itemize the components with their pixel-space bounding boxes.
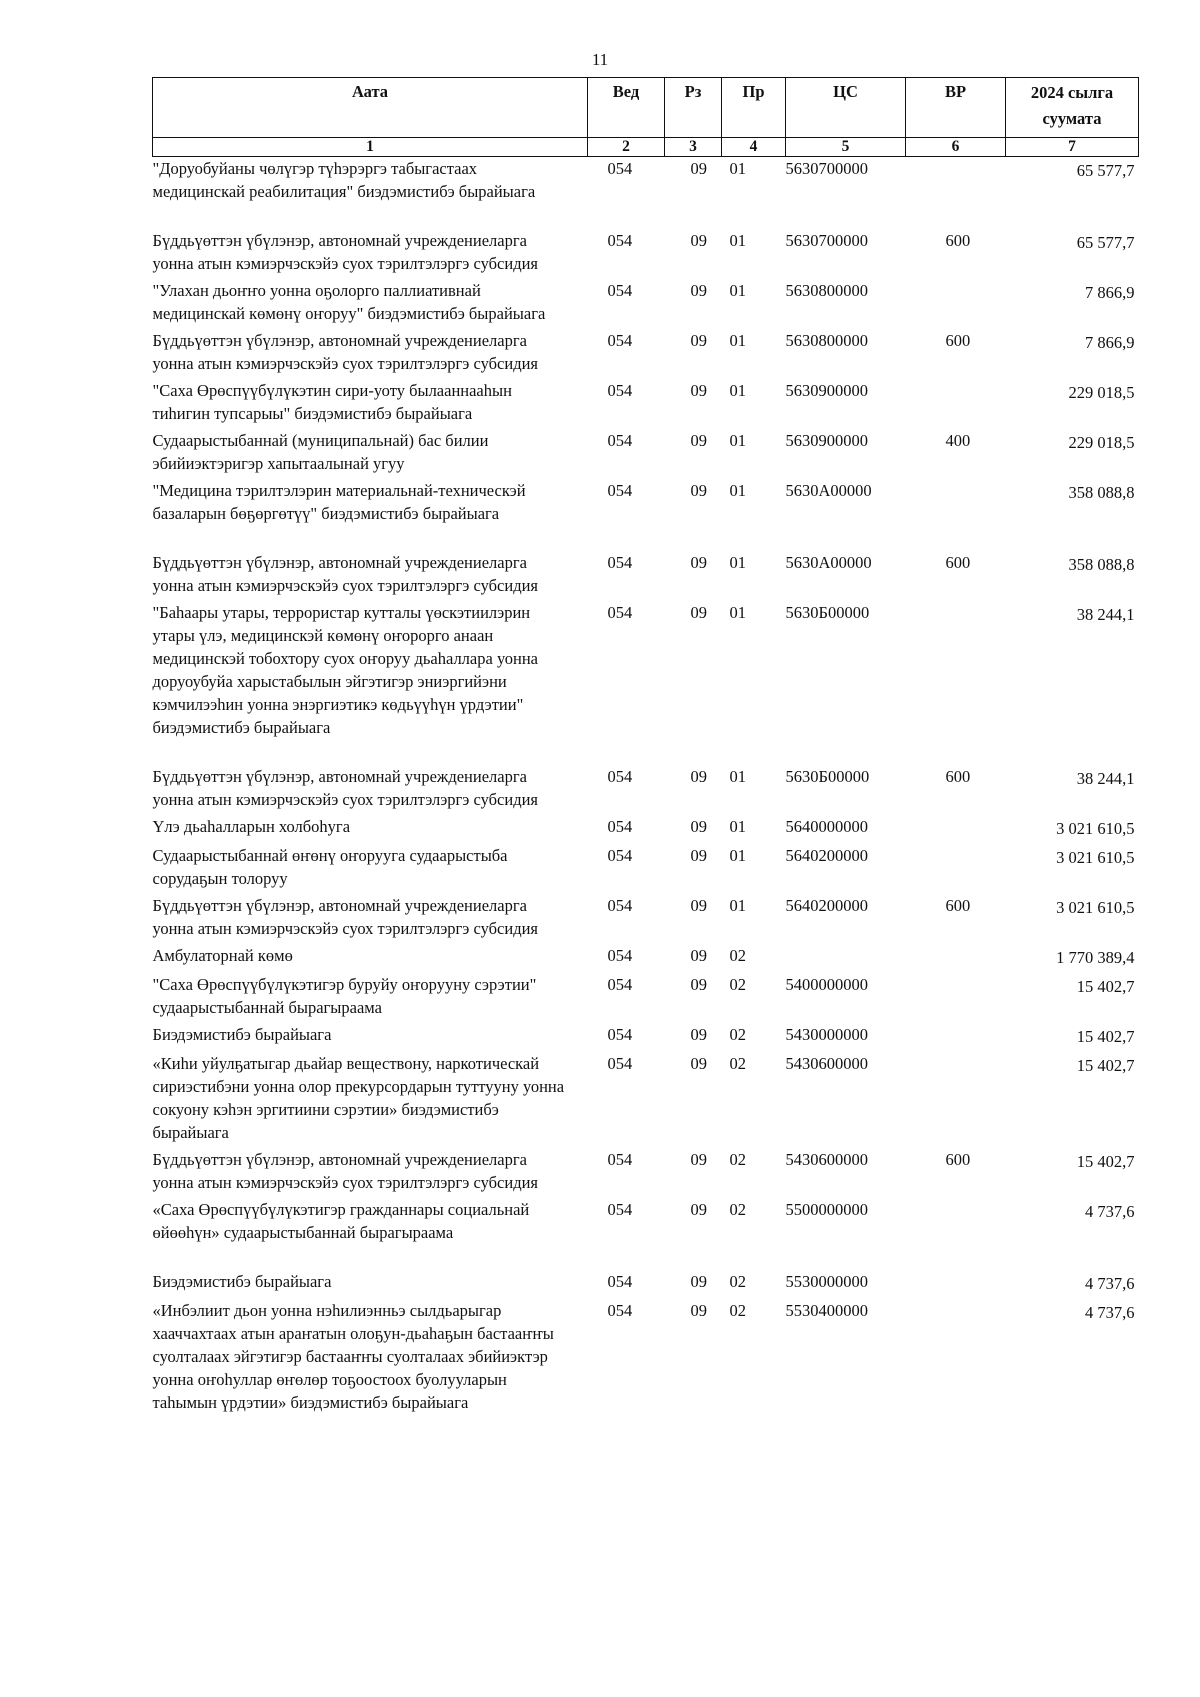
table-row [153, 329, 1139, 379]
header-rz: Рз [665, 78, 722, 138]
cell-rz: 09 [690, 1200, 707, 1219]
table-row [153, 279, 1139, 329]
cell-name: Бүддьүөттэн үбүлэнэр, автономнай учреждениеларга уонна атын кэмиэрчэскэйэ суох тэрилтэлэргэ субсидия [152, 767, 539, 809]
cell-name: Биэдэмистибэ бырайыага [152, 1025, 332, 1044]
table-row [153, 1023, 1139, 1052]
cell-name: Судаарыстыбаннай өҥөнү оҥорууга судаарыстыба сорудаҕын толоруу [152, 846, 508, 888]
cell-ved: 054 [607, 1200, 633, 1219]
header-sum: 2024 сылга суумата [1006, 78, 1139, 138]
cell-name: "Доруобуйаны чөлүгэр түһэрэргэ табыгастаах медицинскай реабилитация" биэдэмистибэ бырайыага [152, 159, 536, 201]
cell-ved: 054 [607, 975, 633, 994]
cell-vr [906, 973, 1006, 1023]
table-row [153, 1299, 1139, 1418]
cell-ved: 054 [607, 231, 633, 250]
cell-pr: 02 [729, 1150, 746, 1169]
cell-pr: 02 [729, 1272, 746, 1291]
cell-pr: 01 [729, 281, 746, 300]
cell-sum: 229 018,5 [1068, 433, 1135, 452]
table-row [153, 973, 1139, 1023]
cell-sum: 65 577,7 [1076, 161, 1135, 180]
cell-cs: 5430600000 [785, 1054, 868, 1073]
cell-name: «Саха Өрөспүүбүлүкэтигэр гражданнары социальнай өйөөһүн» судаарыстыбаннай бырагыраама [152, 1200, 530, 1242]
cell-sum: 15 402,7 [1076, 1152, 1135, 1171]
cell-ved: 054 [607, 1025, 633, 1044]
cell-cs [786, 944, 906, 973]
cell-pr: 01 [729, 846, 746, 865]
cell-ved: 054 [607, 846, 633, 865]
cell-sum: 3 021 610,5 [1056, 898, 1135, 917]
cell-ved: 054 [607, 431, 633, 450]
cell-name: Бүддьүөттэн үбүлэнэр, автономнай учреждениеларга уонна атын кэмиэрчэскэйэ суох тэрилтэлэргэ субсидия [152, 896, 539, 938]
cell-sum: 15 402,7 [1076, 1027, 1135, 1046]
cell-vr [906, 1023, 1006, 1052]
cell-vr: 600 [945, 231, 971, 250]
cell-vr [906, 815, 1006, 844]
cell-name: Бүддьүөттэн үбүлэнэр, автономнай учреждениеларга уонна атын кэмиэрчэскэйэ суох тэрилтэлэргэ субсидия [152, 1150, 539, 1192]
cell-name: Бүддьүөттэн үбүлэнэр, автономнай учреждениеларга уонна атын кэмиэрчэскэйэ суох тэрилтэлэргэ субсидия [152, 553, 539, 595]
cell-ved: 054 [607, 1150, 633, 1169]
cell-rz: 09 [690, 896, 707, 915]
cell-sum: 4 737,6 [1085, 1274, 1135, 1293]
cell-vr: 600 [945, 553, 971, 572]
cell-pr: 01 [729, 231, 746, 250]
cell-pr: 01 [729, 553, 746, 572]
cell-pr: 02 [729, 946, 746, 965]
cell-vr: 600 [945, 896, 971, 915]
table-row [153, 944, 1139, 973]
cell-vr [906, 157, 1006, 230]
cell-cs: 5630А00000 [785, 553, 872, 572]
cell-pr: 01 [729, 767, 746, 786]
table-row [153, 894, 1139, 944]
cell-rz: 09 [690, 817, 707, 836]
header-ved: Вед [588, 78, 665, 138]
cell-rz: 09 [690, 603, 707, 622]
cell-rz: 09 [690, 1025, 707, 1044]
table-row [153, 765, 1139, 815]
cell-sum: 7 866,9 [1085, 333, 1135, 352]
cell-rz: 09 [690, 281, 707, 300]
cell-rz: 09 [690, 846, 707, 865]
table-row [153, 601, 1139, 765]
cell-sum: 38 244,1 [1076, 769, 1135, 788]
cell-cs: 5630700000 [785, 159, 868, 178]
table-row [153, 1148, 1139, 1198]
cell-rz: 09 [690, 1054, 707, 1073]
cell-vr: 600 [945, 1150, 971, 1169]
table-row [153, 379, 1139, 429]
table-row [153, 1052, 1139, 1148]
table-row [153, 844, 1139, 894]
cell-ved: 054 [607, 281, 633, 300]
cell-cs: 5630900000 [785, 381, 868, 400]
cell-rz: 09 [690, 331, 707, 350]
cell-cs: 5630Б00000 [785, 767, 870, 786]
cell-rz: 09 [690, 381, 707, 400]
column-number: 2 [588, 138, 665, 157]
cell-pr: 01 [729, 896, 746, 915]
cell-sum: 358 088,8 [1068, 555, 1135, 574]
column-number: 7 [1006, 138, 1139, 157]
cell-sum: 4 737,6 [1085, 1202, 1135, 1221]
cell-cs: 5630700000 [785, 231, 868, 250]
table-row [153, 479, 1139, 551]
cell-cs: 5640200000 [785, 846, 868, 865]
cell-name: "Баһаары утары, террористар кутталы үөскэтиилэрин утары үлэ, медицинскэй көмөнү оҥорорго анаан медицинскэй тобохтору суох оҥоруу дьаһаллара уонна доруоубуйа харыстабылын эйгэтигэр эниэргийэни кэмчилээһин уонна энэргиэтикэ көдьүүһүн үрдэтии" биэдэмистибэ бырайыага [152, 603, 539, 737]
cell-rz: 09 [690, 975, 707, 994]
cell-vr [906, 601, 1006, 765]
cell-cs: 5640000000 [785, 817, 868, 836]
cell-cs: 5630900000 [785, 431, 868, 450]
cell-name: Амбулаторнай көмө [152, 946, 293, 965]
cell-name: Бүддьүөттэн үбүлэнэр, автономнай учреждениеларга уонна атын кэмиэрчэскэйэ суох тэрилтэлэргэ субсидия [152, 331, 539, 373]
cell-ved: 054 [607, 946, 633, 965]
header-name: Аата [153, 78, 588, 138]
cell-ved: 054 [607, 381, 633, 400]
cell-pr: 01 [729, 481, 746, 500]
table-row [153, 1198, 1139, 1270]
budget-table [152, 77, 1139, 1418]
cell-cs: 5530400000 [785, 1301, 868, 1320]
cell-cs: 5630800000 [785, 281, 868, 300]
cell-vr: 600 [945, 331, 971, 350]
cell-rz: 09 [690, 767, 707, 786]
cell-sum: 15 402,7 [1076, 977, 1135, 996]
cell-vr [906, 944, 1006, 973]
cell-ved: 054 [607, 1301, 633, 1320]
column-number: 4 [722, 138, 786, 157]
header-cs: ЦС [786, 78, 906, 138]
cell-pr: 01 [729, 431, 746, 450]
cell-pr: 01 [729, 817, 746, 836]
cell-ved: 054 [607, 553, 633, 572]
cell-ved: 054 [607, 1054, 633, 1073]
table-row [153, 815, 1139, 844]
cell-vr [906, 279, 1006, 329]
column-number-row [153, 138, 1139, 157]
column-number: 3 [665, 138, 722, 157]
cell-vr [906, 479, 1006, 551]
cell-pr: 01 [729, 381, 746, 400]
cell-rz: 09 [690, 231, 707, 250]
cell-vr: 400 [945, 431, 971, 450]
table-row [153, 229, 1139, 279]
cell-name: Судаарыстыбаннай (муниципальнай) бас билии эбийиэктэригэр хапытаалынай угуу [152, 431, 489, 473]
column-number: 6 [906, 138, 1006, 157]
cell-name: «Киһи уйулҕатыгар дьайар веществону, наркотическай сириэстибэни уонна олор прекурсордарын туттууну уонна сокуону кэһэн эргитиини сэрэтии» биэдэмистибэ бырайыага [152, 1054, 565, 1142]
header-row [153, 78, 1139, 138]
cell-vr [906, 1270, 1006, 1299]
cell-cs: 5430000000 [785, 1025, 868, 1044]
cell-ved: 054 [607, 481, 633, 500]
cell-pr: 02 [729, 1200, 746, 1219]
header-pr: Пр [722, 78, 786, 138]
cell-vr [906, 1052, 1006, 1148]
cell-sum: 1 770 389,4 [1056, 948, 1135, 967]
cell-rz: 09 [690, 1301, 707, 1320]
cell-cs: 5500000000 [785, 1200, 868, 1219]
header-vr: ВР [906, 78, 1006, 138]
cell-name: «Инбэлиит дьон уонна нэһилиэнньэ сылдьарыгар хааччахтаах атын араҥатын олоҕун-дьаһаҕын бастааҥҥы суолталаах эйгэтигэр бастааҥҥы суолталаах эбийиэктэр уонна оҥоһуллар өҥөлөр тоҕоостоох буолууларын таһымын үрдэтии» биэдэмистибэ бырайыага [152, 1301, 554, 1412]
cell-vr [906, 844, 1006, 894]
cell-sum: 15 402,7 [1076, 1056, 1135, 1075]
cell-cs: 5640200000 [785, 896, 868, 915]
cell-sum: 65 577,7 [1076, 233, 1135, 252]
cell-name: Бүддьүөттэн үбүлэнэр, автономнай учреждениеларга уонна атын кэмиэрчэскэйэ суох тэрилтэлэргэ субсидия [152, 231, 539, 273]
column-number: 5 [786, 138, 906, 157]
page-number: 11 [591, 50, 609, 69]
cell-ved: 054 [607, 896, 633, 915]
cell-name: "Улахан дьоҥҥо уонна оҕолорго паллиативнай медицинскай көмөнү оҥоруу" биэдэмистибэ бырайыага [152, 281, 546, 323]
cell-ved: 054 [607, 767, 633, 786]
budget-rows [153, 157, 1139, 1419]
cell-name: "Саха Өрөспүүбүлүкэтигэр буруйу оҥорууну сэрэтии" судаарыстыбаннай бырагыраама [152, 975, 537, 1017]
cell-pr: 02 [729, 1025, 746, 1044]
cell-rz: 09 [690, 1150, 707, 1169]
table-row [153, 429, 1139, 479]
cell-vr [906, 1198, 1006, 1270]
cell-cs: 5530000000 [785, 1272, 868, 1291]
cell-name: Биэдэмистибэ бырайыага [152, 1272, 332, 1291]
cell-ved: 054 [607, 331, 633, 350]
cell-rz: 09 [690, 1272, 707, 1291]
cell-vr: 600 [945, 767, 971, 786]
cell-cs: 5630А00000 [785, 481, 872, 500]
cell-vr [906, 1299, 1006, 1418]
cell-rz: 09 [690, 159, 707, 178]
cell-sum: 358 088,8 [1068, 483, 1135, 502]
cell-sum: 38 244,1 [1076, 605, 1135, 624]
cell-pr: 01 [729, 331, 746, 350]
cell-name: "Саха Өрөспүүбүлүкэтин сири-уоту былааннааһын тиһигин тупсарыы" биэдэмистибэ бырайыага [152, 381, 512, 423]
cell-sum: 7 866,9 [1085, 283, 1135, 302]
cell-name: Үлэ дьаһалларын холбоһуга [152, 817, 351, 836]
budget-sheet [152, 77, 1138, 1418]
cell-sum: 3 021 610,5 [1056, 819, 1135, 838]
table-row [153, 157, 1139, 230]
cell-rz: 09 [690, 431, 707, 450]
cell-pr: 01 [729, 603, 746, 622]
cell-ved: 054 [607, 1272, 633, 1291]
cell-ved: 054 [607, 159, 633, 178]
cell-cs: 5630800000 [785, 331, 868, 350]
cell-cs: 5400000000 [785, 975, 868, 994]
cell-vr [906, 379, 1006, 429]
cell-sum: 229 018,5 [1068, 383, 1135, 402]
cell-pr: 02 [729, 1301, 746, 1320]
cell-sum: 4 737,6 [1085, 1303, 1135, 1322]
cell-rz: 09 [690, 553, 707, 572]
cell-ved: 054 [607, 603, 633, 622]
column-number: 1 [153, 138, 588, 157]
cell-pr: 02 [729, 1054, 746, 1073]
cell-rz: 09 [690, 481, 707, 500]
cell-sum: 3 021 610,5 [1056, 848, 1135, 867]
cell-ved: 054 [607, 817, 633, 836]
cell-pr: 02 [729, 975, 746, 994]
table-row [153, 1270, 1139, 1299]
cell-rz: 09 [690, 946, 707, 965]
table-row [153, 551, 1139, 601]
cell-pr: 01 [729, 159, 746, 178]
cell-cs: 5630Б00000 [785, 603, 870, 622]
cell-cs: 5430600000 [785, 1150, 868, 1169]
cell-name: "Медицина тэрилтэлэрин материальнай-техническэй базаларын бөҕөргөтүү" биэдэмистибэ бырайыага [152, 481, 526, 523]
